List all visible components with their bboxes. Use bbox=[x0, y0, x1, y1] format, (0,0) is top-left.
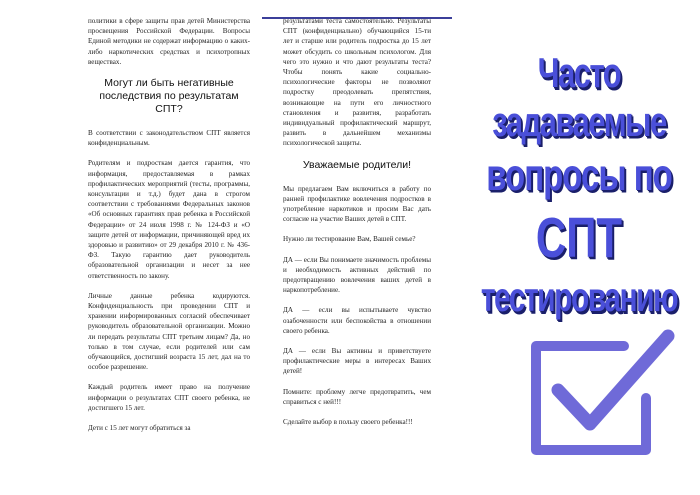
column-middle bbox=[283, 16, 431, 437]
paragraph: Мы предлагаем Вам включиться в работу по ранней профилактике вовлечения подростков в употребление наркотиков и просим Вас дать согласие на участие Ваших детей в СПТ. bbox=[283, 184, 431, 224]
cover-title-line: Часто задаваемые bbox=[492, 49, 666, 146]
cover-title bbox=[468, 49, 690, 321]
paragraph: политики в сфере защиты прав детей Министерства просвещения Российской Федерации. Вопросы Единой методики не содержат информацию о каких-либо наркотических средствах и психотропных веществах. bbox=[88, 17, 250, 66]
paragraph: ДА — если Вы понимаете значимость проблемы и необходимость активных действий по предотвращению вовлечения ваших детей в наркопотребление. bbox=[283, 255, 431, 295]
paragraph: результатами теста самостоятельно. Результаты СПТ (конфиденциально) обучающийся 15-ти лет и старше или родитель подростка до 15 лет может обсудить со школьным психологом. Для чего это нужно и что дают результаты теста? Чтобы понять какие социально-психологические факторы не позволяют подростку преодолевать препятствия, возникающие на пути его личностного становления и развития, разработать индивидуальный профилактический маршрут, развить в дальнейшем механизмы психологической защиты. bbox=[283, 17, 431, 148]
paragraph: Родителям и подросткам дается гарантия, что информация, предоставляемая в рамках профилактических мероприятий (тесты, программы, консультации и т.д.) будет дана в строгом соответствии с требованиями Федеральных законов «Об основных гарантиях прав ребенка в Российской Федерации» от 24 июля 1998 г. № 124-ФЗ и «О защите детей от информации, причиняющей вред их здоровью и развитию» от 29 декабря 2010 г. № 436-ФЗ. Такую гарантию дает руководитель образовательной организации и несет за нее ответственность по закону. bbox=[88, 159, 250, 280]
paragraph: ДА — если вы испытываете чувство озабоченности или беспокойства в отношении своего ребенка. bbox=[283, 306, 431, 335]
paragraph: В соответствии с законодательством СПТ является конфиденциальным. bbox=[88, 129, 250, 148]
cover-title-line: СПТ bbox=[535, 205, 623, 270]
paragraph: Помните: проблему легче предотвратить, чем справиться с ней!!! bbox=[283, 387, 431, 406]
paragraph: Личные данные ребенка кодируются. Конфиденциальность при проведении СПТ и хранении информированных согласий обеспечивает руководитель образовательной организации. Можно ли передать результаты СПТ третьим лицам? Да, но только в том случае, если родителей или сам обучающийся, достигший возраста 15 лет, дал на то особое разрешение. bbox=[88, 291, 250, 372]
paragraph: Дети с 15 лет могут обратиться за bbox=[88, 424, 191, 433]
column-left bbox=[88, 16, 250, 443]
paragraph: Нужно ли тестирование Вам, Вашей семье? bbox=[283, 235, 416, 244]
checkbox-checked-icon bbox=[528, 328, 678, 458]
paragraph: Каждый родитель имеет право на получение информации о результатах СПТ своего ребенка, не достигшего 15 лет. bbox=[88, 383, 250, 412]
paragraph: ДА — если Вы активны и приветствуете профилактические меры в интересах Ваших детей! bbox=[283, 347, 431, 376]
cover-title-line: вопросы по bbox=[486, 149, 672, 200]
cover-title-line: тестированию bbox=[480, 276, 678, 321]
paragraph: Сделайте выбор в пользу своего ребенка!!! bbox=[283, 418, 413, 427]
section-heading: Уважаемые родители! bbox=[302, 158, 412, 171]
section-heading: Могут ли быть негативные последствия по результатам СПТ? bbox=[99, 77, 239, 116]
